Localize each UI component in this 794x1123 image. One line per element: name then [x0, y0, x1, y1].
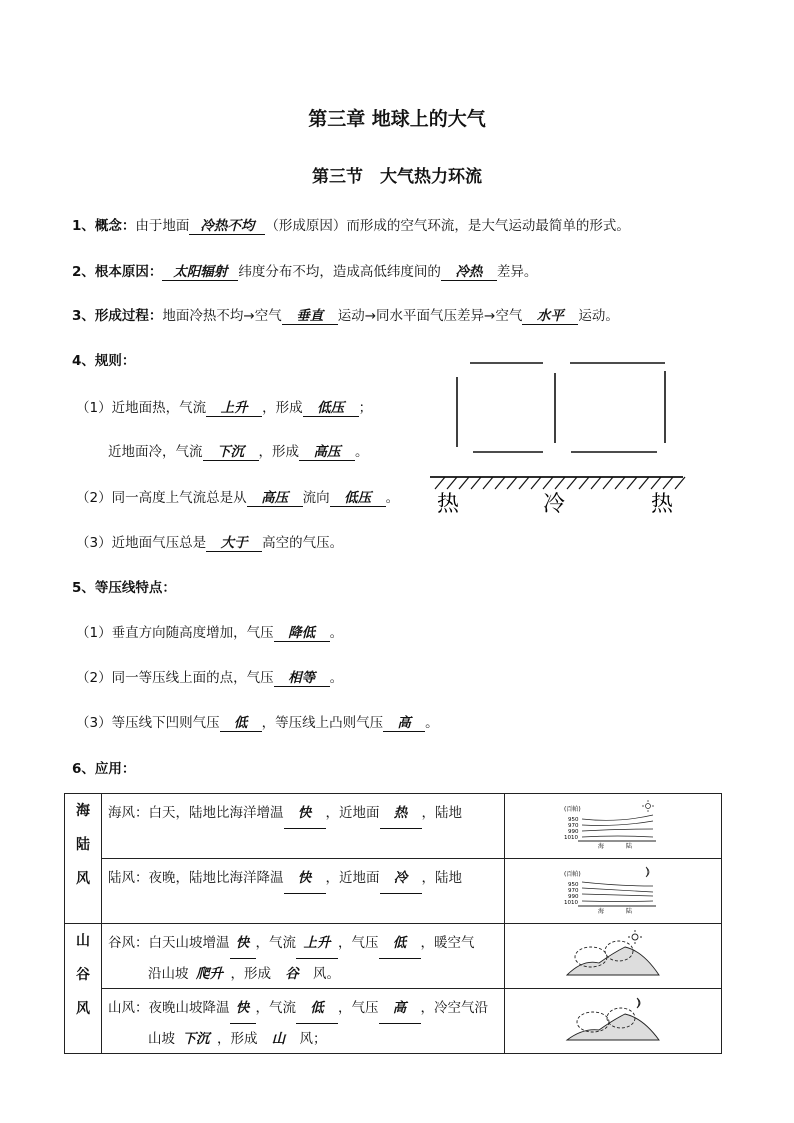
blank: 水平: [522, 304, 578, 325]
ground-hatch-mark: [615, 477, 625, 489]
blank: 冷热: [441, 260, 497, 281]
valley-breeze-figure: [505, 924, 722, 989]
ground-hatch-mark: [471, 477, 481, 489]
diagram-label-hot-left: 热: [437, 492, 460, 517]
ground-hatch-mark: [495, 477, 505, 489]
land-breeze-isobar-diagram: [558, 864, 668, 914]
application-table: [64, 793, 722, 1054]
ground-hatch-mark: [591, 477, 601, 489]
ground-hatch-mark: [639, 477, 649, 489]
isobar-1: （1）垂直方向随高度增加，气压 降低 。: [76, 621, 343, 642]
svg-text:990: 990: [568, 894, 579, 900]
land-breeze-cell: 陆风：夜晚，陆地比海洋降温 快 ，近地面 冷 ，陆地: [102, 859, 505, 924]
rule-2: 近地面冷，气流 下沉 ，形成 高压 。: [108, 440, 369, 461]
section-title: 第三节 大气热力环流: [312, 167, 482, 187]
svg-text:990: 990: [568, 829, 579, 835]
ground-hatch-mark: [651, 477, 661, 489]
item-root-cause: 2、根本原因： 太阳辐射 纬度分布不均，造成高低纬度间的 冷热 差异。: [72, 260, 537, 281]
mountain-breeze-cell: 山风：夜晚山坡降温 快 ，气流 低 ，气压 高 ，冷空气沿 山坡 下沉 ，形成 山 风；: [102, 989, 505, 1054]
ground-hatch-mark: [627, 477, 637, 489]
isobar-3: （3）等压线下凹则气压 低 ，等压线上凸则气压 高 。: [76, 711, 439, 732]
isobar-2: （2）同一等压线上面的点，气压 相等 。: [76, 666, 343, 687]
mountain-breeze-diagram: [563, 994, 663, 1044]
rule-3: （2）同一高度上气流总是从 高压 流向 低压 。: [76, 486, 399, 507]
item-isobar-heading: 5、等压线特点：: [72, 580, 176, 596]
valley-breeze-diagram: [563, 929, 663, 979]
svg-text:950: 950: [568, 882, 579, 888]
svg-text:陆: 陆: [626, 843, 633, 849]
land-breeze-figure: [505, 859, 722, 924]
ground-hatch-mark: [555, 477, 565, 489]
ground-hatch-mark: [603, 477, 613, 489]
rule-1: （1）近地面热，气流 上升 ，形成 低压 ；: [76, 396, 372, 417]
svg-text:970: 970: [568, 823, 579, 829]
ground-hatch-mark: [543, 477, 553, 489]
ground-hatch-mark: [447, 477, 457, 489]
ground-hatch-mark: [579, 477, 589, 489]
ground-hatch-mark: [483, 477, 493, 489]
ground-hatch-mark: [531, 477, 541, 489]
item-process: 3、形成过程：地面冷热不均→空气 垂直 运动→同水平面气压差异→空气 水平 运动。: [72, 304, 619, 325]
ground-hatch-mark: [459, 477, 469, 489]
svg-text:1010: 1010: [564, 835, 578, 841]
svg-text:陆: 陆: [626, 908, 633, 914]
svg-text:950: 950: [568, 817, 579, 823]
mountain-breeze-figure: [505, 989, 722, 1054]
blank: 冷热不均: [189, 214, 265, 235]
ground-hatch-mark: [435, 477, 445, 489]
svg-text:(百帕): (百帕): [564, 806, 581, 813]
ground-hatch-mark: [507, 477, 517, 489]
diagram-label-hot-right: 热: [651, 492, 674, 517]
ground-hatch-mark: [663, 477, 673, 489]
svg-text:海: 海: [598, 843, 605, 849]
rule-4: （3）近地面气压总是 大于 高空的气压。: [76, 531, 343, 552]
sea-breeze-isobar-diagram: [558, 799, 668, 849]
group-valley-mountain-breeze: 山 谷 风: [65, 924, 102, 1054]
svg-text:970: 970: [568, 888, 579, 894]
svg-text:1010: 1010: [564, 900, 578, 906]
item-rules-heading: 4、规则：: [72, 353, 136, 369]
valley-breeze-cell: 谷风：白天山坡增温 快 ，气流 上升 ，气压 低 ，暖空气 沿山坡 爬升 ，形成 谷 风。: [102, 924, 505, 989]
page-title: 第三章 地球上的大气: [308, 108, 486, 130]
ground-hatch-mark: [675, 477, 685, 489]
ground-hatch-mark: [519, 477, 529, 489]
blank: 垂直: [282, 304, 338, 325]
thermal-circulation-diagram: [425, 355, 695, 520]
svg-text:海: 海: [598, 908, 605, 914]
item-application-heading: 6、应用：: [72, 761, 136, 777]
blank: 太阳辐射: [162, 260, 238, 281]
item-concept: 1、概念：由于地面 冷热不均 （形成原因）而形成的空气环流，是大气运动最简单的形式。: [72, 214, 630, 235]
ground-hatch-mark: [567, 477, 577, 489]
sea-breeze-cell: 海风：白天，陆地比海洋增温 快 ，近地面 热 ，陆地: [102, 794, 505, 859]
diagram-label-cold: 冷: [543, 492, 566, 517]
group-sea-land-breeze: 海 陆 风: [65, 794, 102, 924]
sea-breeze-figure: [505, 794, 722, 859]
svg-text:(百帕): (百帕): [564, 871, 581, 878]
